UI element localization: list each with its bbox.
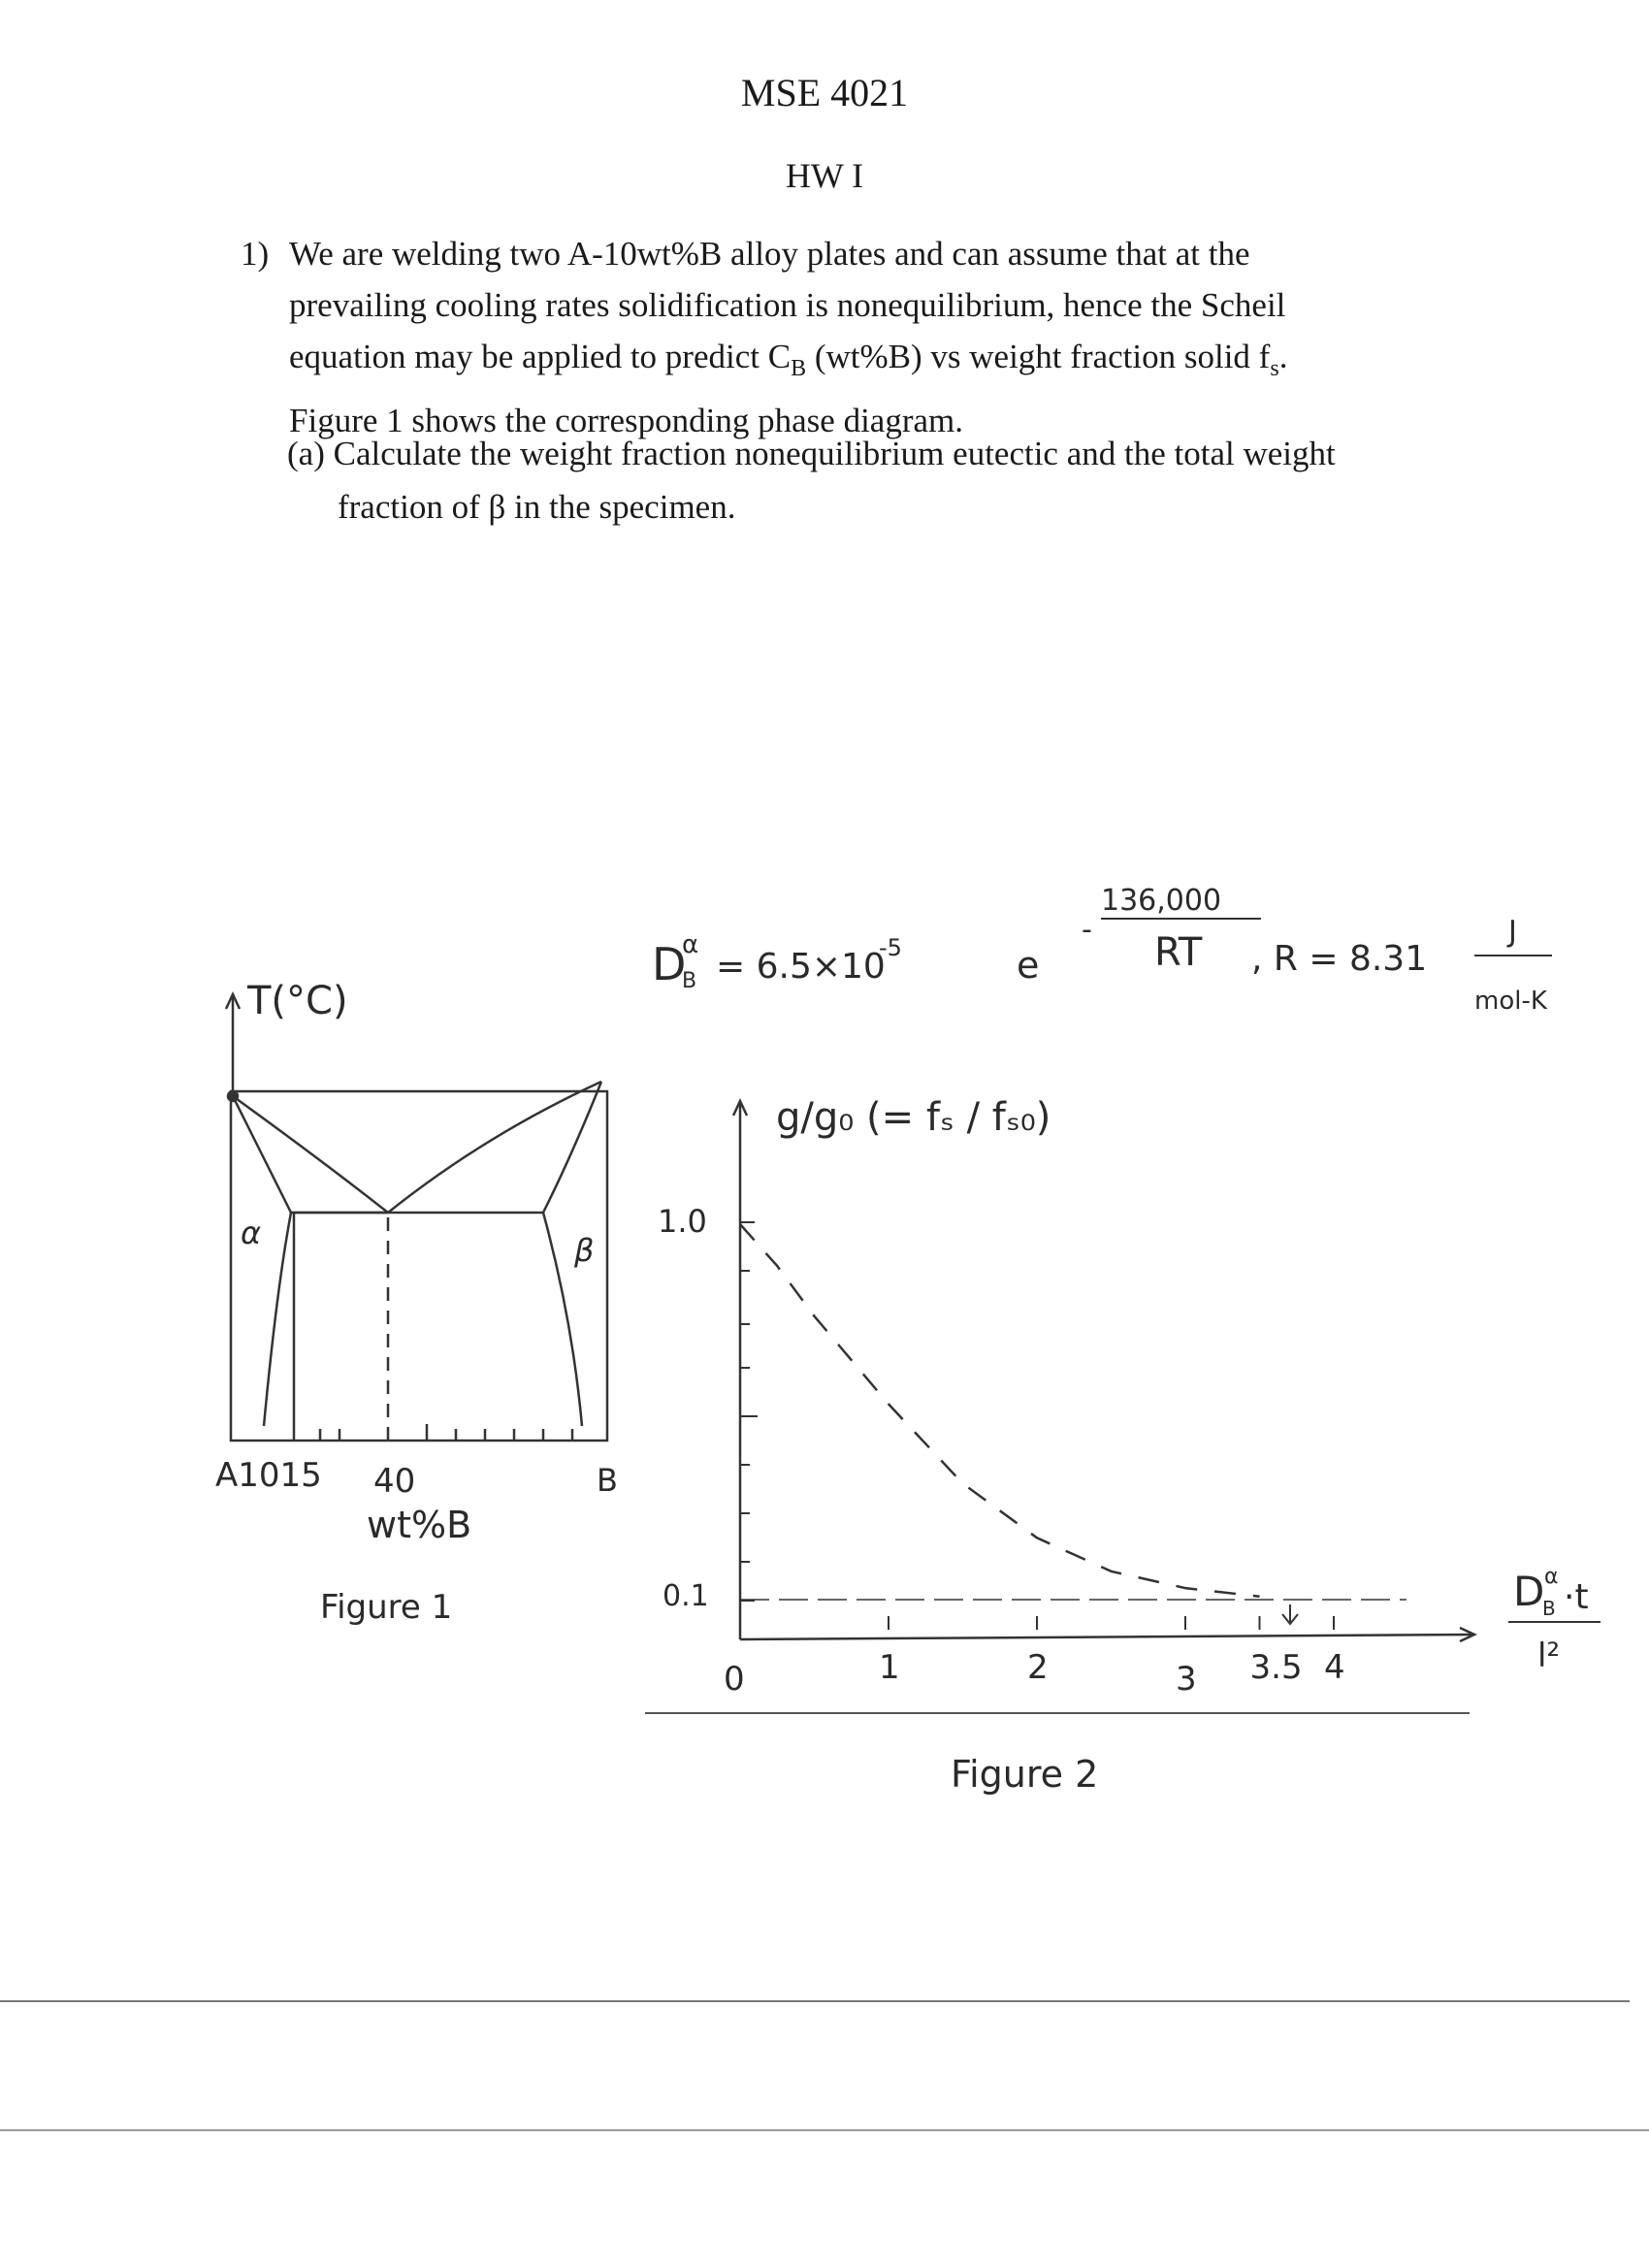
figure2-caption: Figure 2 bbox=[951, 1753, 1099, 1796]
eq-numerator: 136,000 bbox=[1101, 884, 1222, 918]
x-axis-title: wt%B bbox=[367, 1504, 472, 1546]
eq-minus: - bbox=[1082, 913, 1092, 947]
x-tick-label: 2 bbox=[1027, 1648, 1049, 1687]
x-tick-label: 0 bbox=[724, 1660, 745, 1699]
question-line-part: equation may be applied to predict C bbox=[289, 338, 792, 375]
alpha-phase-label: α bbox=[241, 1215, 262, 1251]
beta-solidus bbox=[543, 1082, 601, 1213]
x-axis-num: D bbox=[1513, 1568, 1545, 1615]
x-tick-label: 1 bbox=[879, 1648, 900, 1687]
question-line: Figure 1 shows the corresponding phase diagram. bbox=[289, 402, 963, 439]
figure1-caption: Figure 1 bbox=[320, 1588, 453, 1627]
x-label-b: B bbox=[597, 1462, 618, 1499]
question-line: We are welding two A-10wt%B alloy plates and can assume that at the bbox=[289, 235, 1250, 273]
part-a-line: fraction of β in the specimen. bbox=[338, 488, 736, 526]
figure2-axes bbox=[733, 1101, 1474, 1641]
y-tick-label-bottom: 0.1 bbox=[663, 1579, 709, 1613]
subscript: B bbox=[791, 356, 807, 381]
page-divider bbox=[0, 2129, 1649, 2131]
x-label-40: 40 bbox=[373, 1462, 416, 1501]
y-ticks bbox=[740, 1222, 758, 1601]
liquidus-right bbox=[388, 1082, 601, 1213]
eq-prefactor-exp: -5 bbox=[879, 934, 902, 961]
eq-denominator: RT bbox=[1154, 930, 1203, 975]
x-tick-label: 4 bbox=[1324, 1648, 1345, 1687]
liquidus-left bbox=[233, 1096, 388, 1213]
eq-prefactor: = 6.5×10 bbox=[716, 947, 886, 987]
eq-unit-denominator: mol-K bbox=[1474, 987, 1547, 1016]
x-axis-den: l² bbox=[1537, 1636, 1561, 1675]
question-line: prevailing cooling rates solidification is nonequilibrium, hence the Scheil bbox=[289, 286, 1286, 324]
x-axis-sub: B bbox=[1542, 1597, 1556, 1620]
temperature-axis-label: T(°C) bbox=[247, 979, 348, 1023]
beta-phase-label: β bbox=[574, 1232, 595, 1269]
subscript: s bbox=[1270, 356, 1279, 381]
figure2-underline bbox=[645, 1712, 1470, 1714]
question-line-part: . bbox=[1278, 338, 1288, 375]
assignment-title: HW I bbox=[785, 156, 864, 195]
x-axis-sup: α bbox=[1544, 1565, 1559, 1589]
eq-d: D bbox=[652, 938, 687, 990]
figure2-y-axis-label: g/g₀ (= fₛ / fₛ₀) bbox=[776, 1095, 1051, 1140]
figure2-x-axis bbox=[740, 1635, 1474, 1639]
diffusivity-equation bbox=[652, 884, 1552, 1016]
x-label-a1015: A1015 bbox=[215, 1456, 322, 1495]
figure2-labels bbox=[658, 1095, 1600, 1796]
eq-e: e bbox=[1017, 944, 1040, 987]
part-a-line: (a) Calculate the weight fraction nonequilibrium eutectic and the total weight bbox=[287, 435, 1336, 472]
y-tick-label-top: 1.0 bbox=[658, 1203, 707, 1240]
x-ticks bbox=[320, 1424, 572, 1441]
page-divider bbox=[0, 2000, 1630, 2002]
x-axis-t: ·t bbox=[1564, 1577, 1589, 1617]
eq-d-sup: α bbox=[682, 930, 699, 959]
x-tick-label: 3.5 bbox=[1249, 1648, 1303, 1687]
figure2-curve-marks bbox=[724, 1224, 1345, 1699]
eq-d-sub: B bbox=[682, 969, 697, 993]
x-tick-label: 3 bbox=[1176, 1660, 1197, 1699]
figure1-labels bbox=[215, 979, 618, 1627]
eq-unit-numerator: J bbox=[1508, 915, 1517, 949]
question-line-part: (wt%B) vs weight fraction solid f bbox=[806, 338, 1271, 375]
phase-diagram-frame bbox=[231, 1091, 607, 1441]
course-title: MSE 4021 bbox=[740, 71, 909, 114]
series-line-g-g0 bbox=[740, 1224, 1260, 1597]
figure1-phase-diagram bbox=[226, 994, 607, 1441]
eq-gas-constant: , R = 8.31 bbox=[1251, 939, 1428, 979]
question-number: 1) bbox=[241, 235, 270, 273]
alpha-solvus bbox=[264, 1213, 291, 1426]
